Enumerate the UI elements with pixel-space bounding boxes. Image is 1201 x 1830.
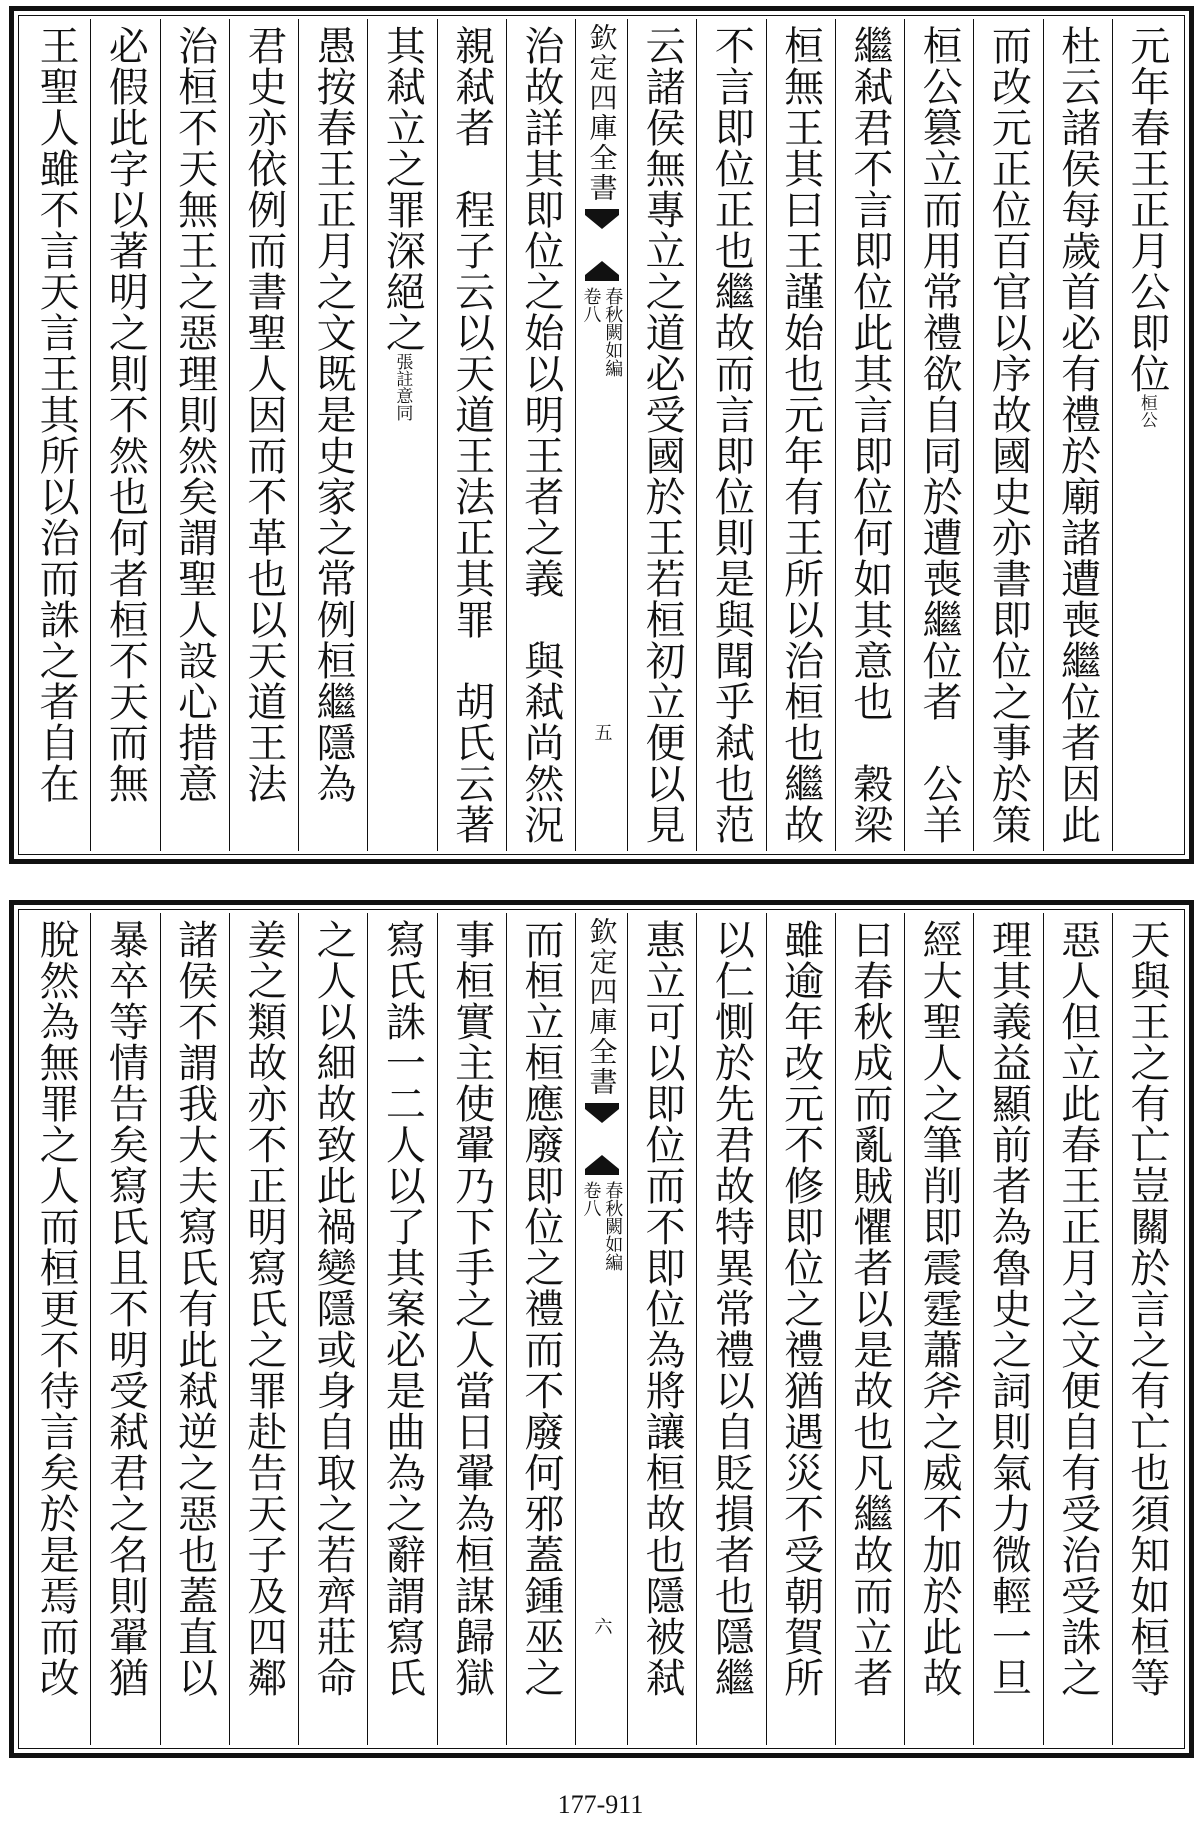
column-text: 理其義益顯前者為魯史之詞則氣力微輕一旦 — [985, 919, 1032, 1698]
book-title-line: 春秋闕如編 — [602, 287, 624, 377]
top-page-columns — [22, 19, 1181, 851]
text-column — [437, 913, 506, 1745]
text-column — [835, 913, 904, 1745]
book-title-line: 春秋闕如編 — [602, 1181, 624, 1271]
text-column — [696, 913, 765, 1745]
bottom-page-columns — [22, 913, 1181, 1745]
catalog-number: 177-911 — [557, 1790, 644, 1819]
column-text: 寫氏誅一二人以了其案必是曲為之辭謂寫氏 — [379, 919, 426, 1698]
text-column — [298, 19, 367, 851]
text-column — [506, 913, 575, 1745]
text-column — [437, 19, 506, 851]
text-column — [973, 913, 1042, 1745]
column-text: 治故詳其即位之始以明王者之義 與弒尚然況 — [517, 25, 564, 845]
page-number: 五 — [591, 723, 613, 741]
column-text: 親弒者 程子云以天道王法正其罪 胡氏云著 — [448, 25, 495, 845]
text-column — [627, 913, 696, 1745]
column-text: 姜之類故亦不正明寫氏之罪赴告天子及四鄰 — [240, 919, 287, 1698]
book-title — [581, 1181, 623, 1271]
column-text: 必假此字以著明之則不然也何者桓不天而無 — [102, 25, 149, 804]
center-fold — [575, 913, 627, 1745]
text-column — [229, 19, 298, 851]
text-column — [367, 913, 436, 1745]
column-text: 諸侯不謂我大夫寫氏有此弒逆之惡也蓋直以 — [171, 919, 218, 1698]
text-column — [506, 19, 575, 851]
column-text: 王聖人雖不言天言王其所以治而誅之者自在 — [33, 25, 80, 804]
column-text: 事桓實主使翬乃下手之人當日翬為桓謀歸獄 — [448, 919, 495, 1698]
column-text: 惠立可以即位而不即位為將讓桓故也隱被弒 — [639, 919, 686, 1698]
column-text: 治桓不天無王之惡理則然矣謂聖人設心措意 — [171, 25, 218, 804]
text-column — [160, 913, 229, 1745]
book-title-line: 卷八 — [580, 287, 602, 323]
column-text: 繼弒君不言即位此其言即位何如其意也 穀梁 — [846, 25, 893, 845]
column-text: 云諸侯無專立之道必受國於王若桓初立便以見 — [639, 25, 686, 845]
column-text: 之人以細故致此禍變隱或身自取之若齊莊命 — [310, 919, 357, 1698]
text-column — [229, 913, 298, 1745]
text-column — [160, 19, 229, 851]
column-note: 張註意同 — [392, 353, 413, 421]
text-column — [904, 913, 973, 1745]
book-title — [581, 287, 623, 377]
column-text: 曰春秋成而亂賊懼者以是故也凡繼故而立者 — [846, 919, 893, 1698]
text-column — [1112, 19, 1181, 851]
fish-tail-mark-icon — [585, 251, 619, 281]
bottom-page — [9, 900, 1194, 1758]
text-column — [696, 19, 765, 851]
column-text: 暴卒等情告矣寫氏且不明受弒君之名則翬猶 — [102, 919, 149, 1698]
column-text: 脫然為無罪之人而桓更不待言矣於是焉而改 — [33, 919, 80, 1698]
text-column — [90, 19, 159, 851]
top-page — [9, 6, 1194, 864]
column-text: 經大聖人之筆削即震霆蕭斧之威不加於此故 — [916, 919, 963, 1698]
text-column — [1112, 913, 1181, 1745]
text-column — [973, 19, 1042, 851]
column-text: 以仁惻於先君故特異常禮以自貶損者也隱繼 — [708, 919, 755, 1698]
collection-title: 欽定四庫全書 — [585, 23, 619, 203]
text-column — [904, 19, 973, 851]
column-text: 其弒立之罪深絕之 — [379, 25, 426, 353]
center-fold — [575, 19, 627, 851]
column-text: 而桓立桓應廢即位之禮而不廢何邪蓋鍾巫之 — [517, 919, 564, 1698]
column-text: 愚按春王正月之文既是史家之常例桓繼隱為 — [310, 25, 357, 804]
text-column — [298, 913, 367, 1745]
fish-tail-mark-icon — [585, 209, 619, 239]
column-text: 杜云諸侯每歲首必有禮於廟諸遭喪繼位者因此 — [1054, 25, 1101, 845]
text-column — [22, 19, 90, 851]
column-text: 天與王之有亡豈關於言之有亡也須知如桓等 — [1123, 919, 1170, 1698]
fish-tail-mark-icon — [585, 1103, 619, 1133]
column-note: 桓公 — [1136, 394, 1157, 428]
text-column — [1043, 19, 1112, 851]
column-text: 不言即位正也繼故而言即位則是與聞乎弒也范 — [708, 25, 755, 845]
text-column — [835, 19, 904, 851]
text-column — [1043, 913, 1112, 1745]
text-column — [627, 19, 696, 851]
text-column — [766, 913, 835, 1745]
collection-title: 欽定四庫全書 — [585, 917, 619, 1097]
column-text: 而改元正位百官以序故國史亦書即位之事於策 — [985, 25, 1032, 845]
column-text: 惡人但立此春王正月之文便自有受治受誅之 — [1054, 919, 1101, 1698]
text-column — [367, 19, 436, 851]
page-number: 六 — [591, 1617, 613, 1635]
text-column — [90, 913, 159, 1745]
text-column — [766, 19, 835, 851]
column-text: 桓無王其曰王謹始也元年有王所以治桓也繼故 — [777, 25, 824, 845]
fish-tail-mark-icon — [585, 1145, 619, 1175]
column-text: 桓公篡立而用常禮欲自同於遭喪繼位者 公羊 — [916, 25, 963, 845]
column-text: 君史亦依例而書聖人因而不革也以天道王法 — [240, 25, 287, 804]
text-column — [22, 913, 90, 1745]
column-text: 元年春王正月公即位 — [1123, 25, 1170, 394]
book-title-line: 卷八 — [580, 1181, 602, 1217]
column-text: 雖逾年改元不修即位之禮猶遇災不受朝賀所 — [777, 919, 824, 1698]
